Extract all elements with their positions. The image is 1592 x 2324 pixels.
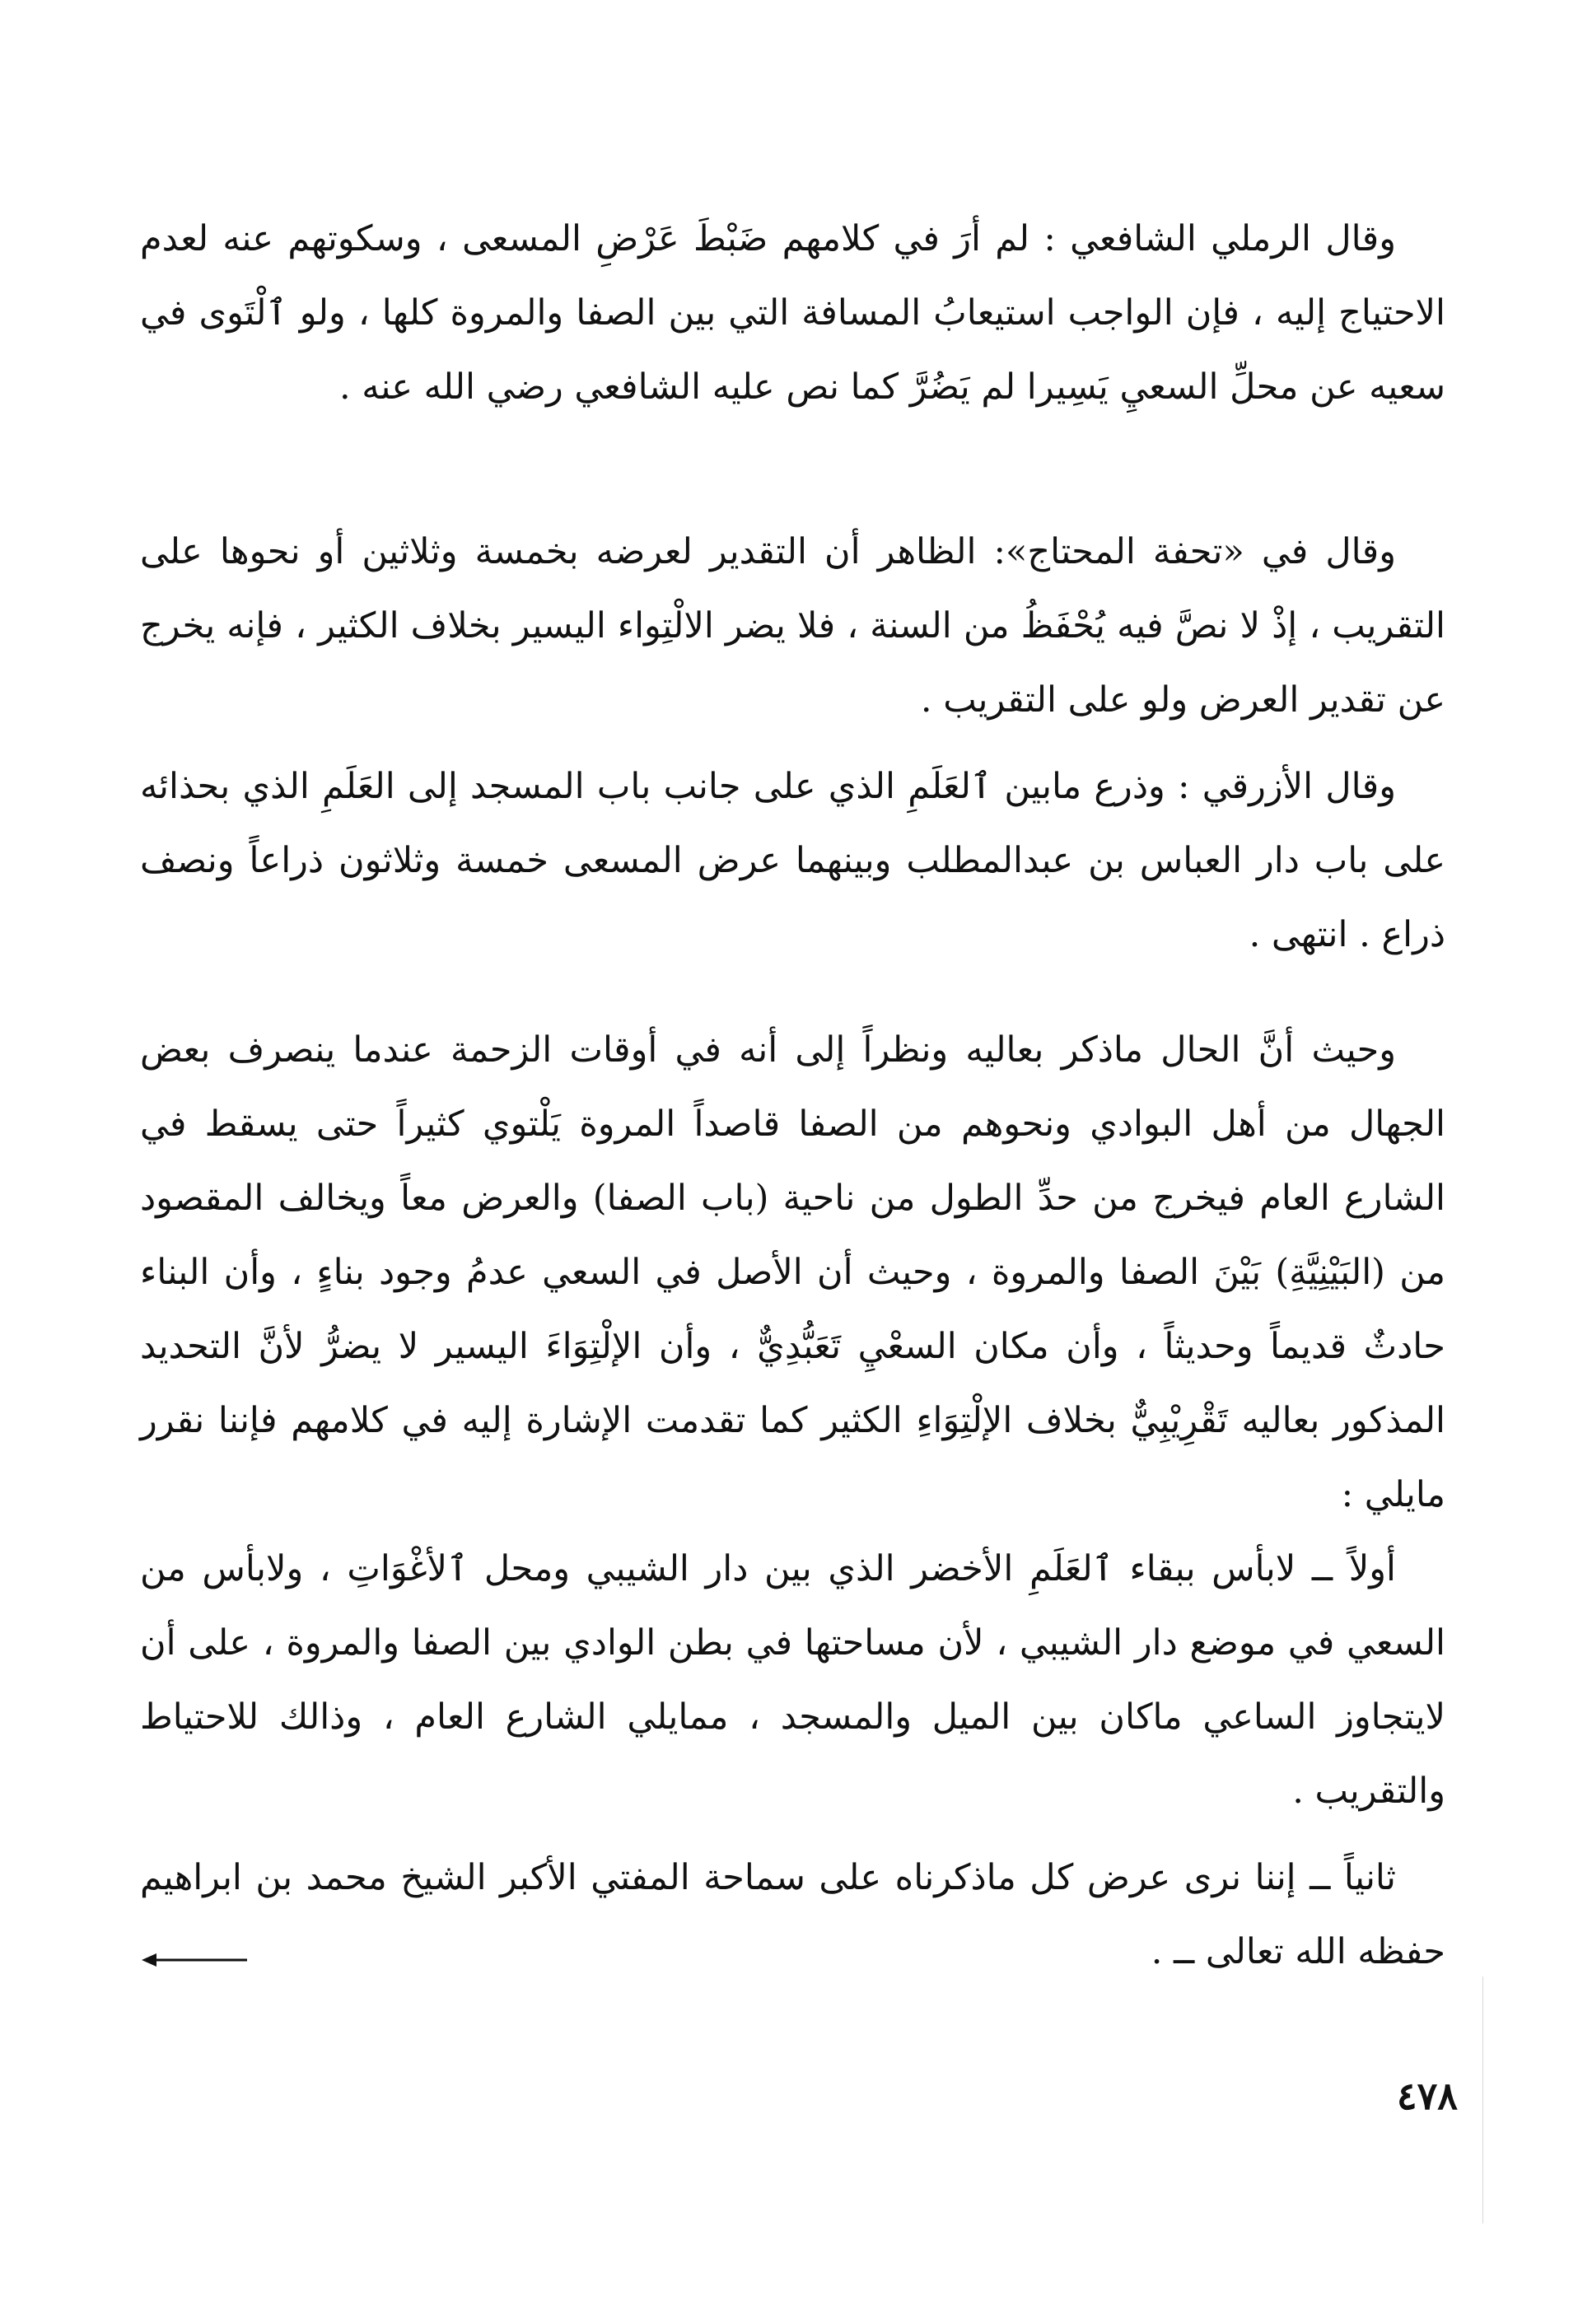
paragraph-first-point: أولاً ــ لابأس ببقاء ٱلعَلَمِ الأخضر الذي بين دار الشيبي ومحل ٱلأغْوَاتِ ، ولابأس من السعي في موضع دار الشيبي ، لأن مساحتها في بطن الوادي بين الصفا والمروة ، على أن لايتجاوز الساعي ماكان بين الميل والمسجد ، ممايلي الشارع العام ، وذالك للاحتياط والتقريب .: [140, 1548, 1445, 1812]
paragraph-tuhfat-quote: وقال في «تحفة المحتاج»: الظاهر أن التقدير لعرضه بخمسة وثلاثين أو نحوها على التقريب ، إذْ لا نصَّ فيه يُحْفَظُ من السنة ، فلا يضر الالْتِواء اليسير بخلاف الكثير ، فإنه يخرج عن تقدير العرض ولو على التقريب .: [140, 531, 1445, 721]
paragraph-ramli-quote: وقال الرملي الشافعي : لم أرَ في كلامهم ضَبْطَ عَرْضِ المسعى ، وسكوتهم عنه لعدم الاحتياج إليه ، فإن الواجب استيعابُ المسافة التي بين الصفا والمروة كلها ، ولو ٱلْتَوى في سعيه عن محلِّ السعيِ يَسِيرا لم يَضُرَّ كما نص عليه الشافعي رضي الله عنه .: [140, 218, 1445, 408]
paragraph-decision-preamble: وحيث أنَّ الحال ماذكر بعاليه ونظراً إلى أنه في أوقات الزحمة عندما ينصرف بعض الجهال من أهل البوادي ونحوهم من الصفا قاصداً المروة يَلْتوي كثيراً حتى يسقط في الشارع العام فيخرج من حدِّ الطول من ناحية (باب الصفا) والعرض معاً ويخالف المقصود من (البَيْنِيَّةِ) بَيْنَ الصفا والمروة ، وحيث أن الأصل في السعي عدمُ وجود بناءٍ ، وأن البناء حادثٌ قديماً وحديثاً ، وأن مكان السعْيِ تَعَبُّدِيٌّ ، وأن الإلْتِوَاءَ اليسير لا يضرُّ لأنَّ التحديد المذكور بعاليه تَقْرِيْبِيٌّ بخلاف الإلْتِوَاءِ الكثير كما تقدمت الإشارة إليه في كلامهم فإننا نقرر مايلي :: [140, 1029, 1445, 1515]
paragraph-azraqi-quote: وقال الأزرقي : وذرع مابين ٱلعَلَمِ الذي على جانب باب المسجد إلى العَلَمِ الذي بحذائه على باب دار العباس بن عبدالمطلب وبينهما عرض المسعى خمسة وثلاثون ذراعاً ونصف ذراع . انتهى .: [140, 766, 1445, 955]
paragraph-second-point: ثانياً ــ إننا نرى عرض كل ماذكرناه على سماحة المفتي الأكبر الشيخ محمد بن ابراهيم حفظه الله تعالى ــ .: [140, 1857, 1445, 1972]
scan-edge-line: [1482, 1976, 1483, 2224]
left-arrow-icon: [142, 1952, 249, 1968]
page-number: ٤٧٨: [1396, 2074, 1458, 2118]
